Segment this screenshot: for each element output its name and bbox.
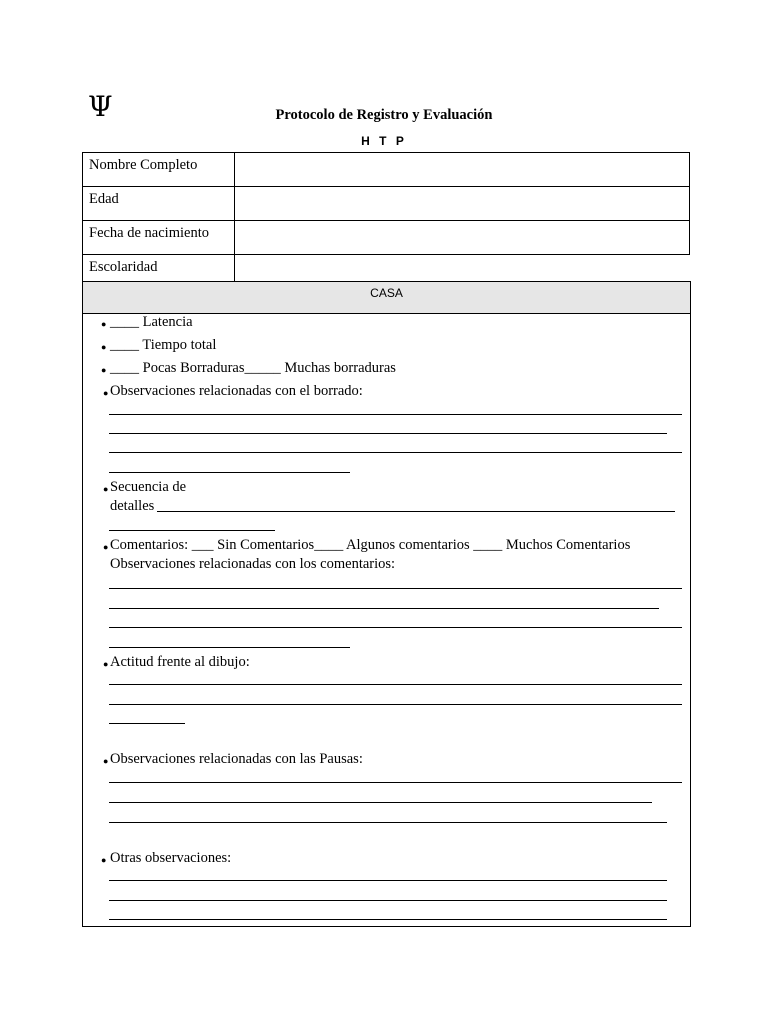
- bullet-icon: ●: [103, 542, 109, 552]
- bullet-icon: ●: [103, 756, 109, 766]
- section-title: CASA: [83, 282, 690, 314]
- answer-line[interactable]: [109, 782, 682, 783]
- table-row: [83, 187, 690, 221]
- table-row: [83, 221, 690, 255]
- obs-pausas-label: Observaciones relacionadas con las Pausas:: [110, 751, 363, 767]
- answer-line[interactable]: [109, 802, 652, 803]
- answer-line[interactable]: [109, 608, 659, 609]
- answer-line[interactable]: [157, 511, 675, 512]
- answer-line[interactable]: [109, 530, 275, 531]
- bullet-icon: ●: [101, 319, 107, 329]
- bullet-icon: ●: [101, 365, 107, 375]
- table-row: [83, 153, 690, 187]
- field-value-nombre[interactable]: [235, 153, 690, 187]
- borraduras-item: ____ Pocas Borraduras_____ Muchas borraduras: [110, 360, 396, 376]
- bullet-icon: ●: [103, 484, 109, 494]
- obs-comentarios-label: Observaciones relacionadas con los comentarios:: [110, 556, 396, 572]
- field-label-fecha: Fecha de nacimiento: [83, 221, 235, 255]
- answer-line[interactable]: [109, 880, 667, 881]
- answer-line[interactable]: [109, 647, 350, 648]
- document-subtitle: H T P: [361, 134, 407, 148]
- bullet-icon: ●: [103, 388, 109, 398]
- secuencia-label-1: Secuencia de: [110, 479, 187, 495]
- latencia-item: ____ Latencia: [110, 314, 193, 330]
- comentarios-item: Comentarios: ___ Sin Comentarios____ Algunos comentarios ____ Muchos Comentarios: [110, 537, 631, 553]
- answer-line[interactable]: [109, 900, 667, 901]
- bullet-icon: ●: [103, 659, 109, 669]
- answer-line[interactable]: [109, 414, 682, 415]
- psi-logo: Ψ: [88, 90, 113, 123]
- field-label-nombre: Nombre Completo: [83, 153, 235, 187]
- document-title: Protocolo de Registro y Evaluación: [275, 107, 493, 123]
- field-label-escolaridad: Escolaridad: [83, 255, 235, 289]
- answer-line[interactable]: [109, 704, 682, 705]
- bullet-icon: ●: [101, 342, 107, 352]
- casa-section: [82, 281, 691, 927]
- answer-line[interactable]: [109, 472, 350, 473]
- field-value-fecha[interactable]: [235, 221, 690, 255]
- field-value-edad[interactable]: [235, 187, 690, 221]
- answer-line[interactable]: [109, 822, 667, 823]
- field-label-edad: Edad: [83, 187, 235, 221]
- tiempo-total-item: ____ Tiempo total: [110, 337, 217, 353]
- otras-label: Otras observaciones:: [110, 850, 232, 866]
- answer-line[interactable]: [109, 452, 682, 453]
- answer-line[interactable]: [109, 919, 667, 920]
- actitud-label: Actitud frente al dibujo:: [110, 654, 250, 670]
- secuencia-label-2: detalles: [110, 498, 155, 514]
- answer-line[interactable]: [109, 723, 185, 724]
- obs-borrado-label: Observaciones relacionadas con el borrado:: [110, 383, 363, 399]
- bullet-icon: ●: [101, 855, 107, 865]
- personal-data-table: [82, 152, 690, 288]
- answer-line[interactable]: [109, 627, 682, 628]
- answer-line[interactable]: [109, 433, 667, 434]
- answer-line[interactable]: [109, 684, 682, 685]
- answer-line[interactable]: [109, 588, 682, 589]
